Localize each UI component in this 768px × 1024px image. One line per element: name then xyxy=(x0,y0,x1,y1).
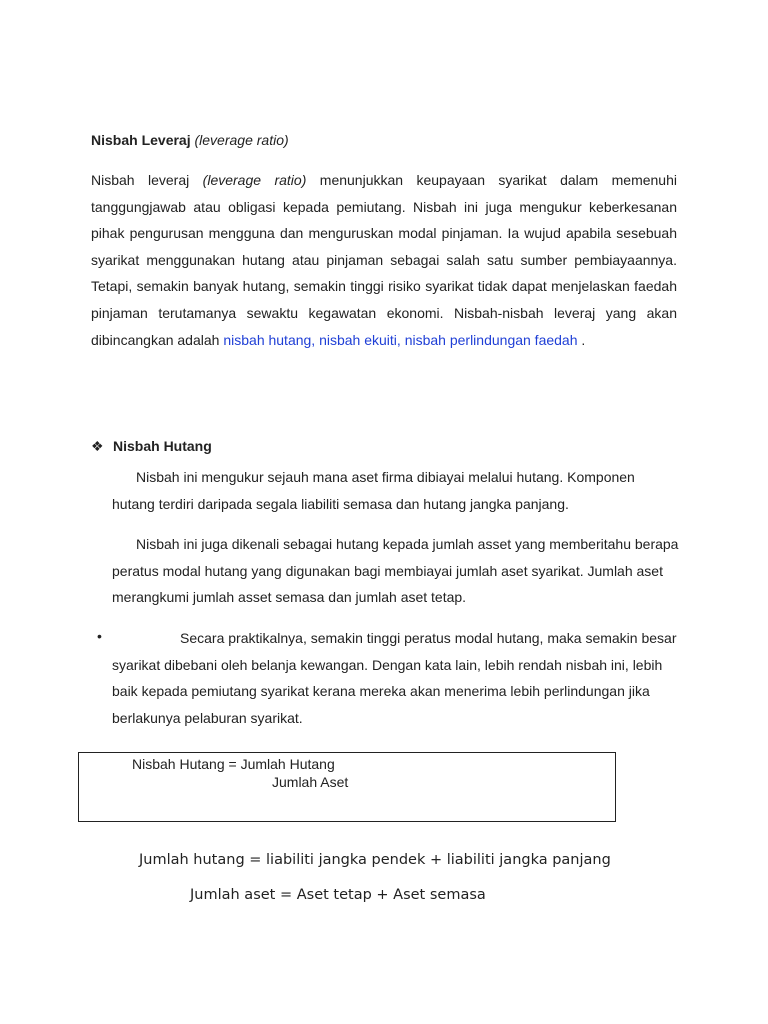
heading-subtitle: (leverage ratio) xyxy=(194,132,289,148)
formula-numerator: Nisbah Hutang = Jumlah Hutang xyxy=(132,756,335,772)
intro-paragraph xyxy=(91,167,677,353)
paragraph-2 xyxy=(112,531,680,611)
intro-text-1: Nisbah leveraj xyxy=(91,172,203,188)
diamond-bullet-icon: ❖ xyxy=(91,438,104,454)
bullet-paragraph xyxy=(112,625,680,731)
heading-title: Nisbah Leveraj xyxy=(91,132,191,148)
bullet-paragraph-text: Secara praktikalnya, semakin tinggi peratus modal hutang, maka semakin besar syarikat dibebani oleh belanja kewangan. Dengan kata lain, lebih rendah nisbah ini, lebih baik kepada pemiutang syarikat kerana mereka akan menerima lebih perlindungan jika berlakunya pelaburan syarikat. xyxy=(112,630,677,726)
bullet-dot-icon: • xyxy=(97,628,102,644)
total-assets-note: Jumlah aset = Aset tetap + Aset semasa xyxy=(190,887,486,903)
intro-italic: (leverage ratio) xyxy=(202,172,307,188)
ratio-list-link[interactable]: nisbah hutang, nisbah ekuiti, nisbah perlindungan faedah xyxy=(223,331,578,348)
subsection-title: Nisbah Hutang xyxy=(113,438,212,454)
paragraph-1-text: Nisbah ini mengukur sejauh mana aset firma dibiayai melalui hutang. Komponen hutang terdiri daripada segala liabiliti semasa dan hutang jangka panjang. xyxy=(112,469,635,512)
intro-text-2: menunjukkan keupayaan syarikat dalam memenuhi tanggungjawab atau obligasi kepada pemiutang. Nisbah ini juga mengukur keberkesanan pihak pengurusan mengguna dan menguruskan modal pinjaman. Ia wujud apabila sesebuah syarikat menggunakan hutang atau pinjaman sebagai salah satu sumber pembiayaannya. Tetapi, semakin banyak hutang, semakin tinggi risiko syarikat tidak dapat menjelaskan faedah pinjaman terutamanya sewaktu kegawatan ekonomi. Nisbah-nisbah leveraj yang akan dibincangkan adalah xyxy=(91,172,677,348)
paragraph-1 xyxy=(112,464,680,517)
paragraph-2-text: Nisbah ini juga dikenali sebagai hutang kepada jumlah asset yang memberitahu berapa peratus modal hutang yang digunakan bagi membiayai jumlah aset syarikat. Jumlah aset merangkumi jumlah asset semasa dan jumlah aset tetap. xyxy=(112,536,679,606)
subsection-heading xyxy=(91,438,212,455)
total-debt-note: Jumlah hutang = liabiliti jangka pendek + liabiliti jangka panjang xyxy=(139,852,611,868)
section-heading xyxy=(91,132,289,148)
formula-denominator: Jumlah Aset xyxy=(272,774,349,790)
intro-text-3: . xyxy=(577,331,586,348)
